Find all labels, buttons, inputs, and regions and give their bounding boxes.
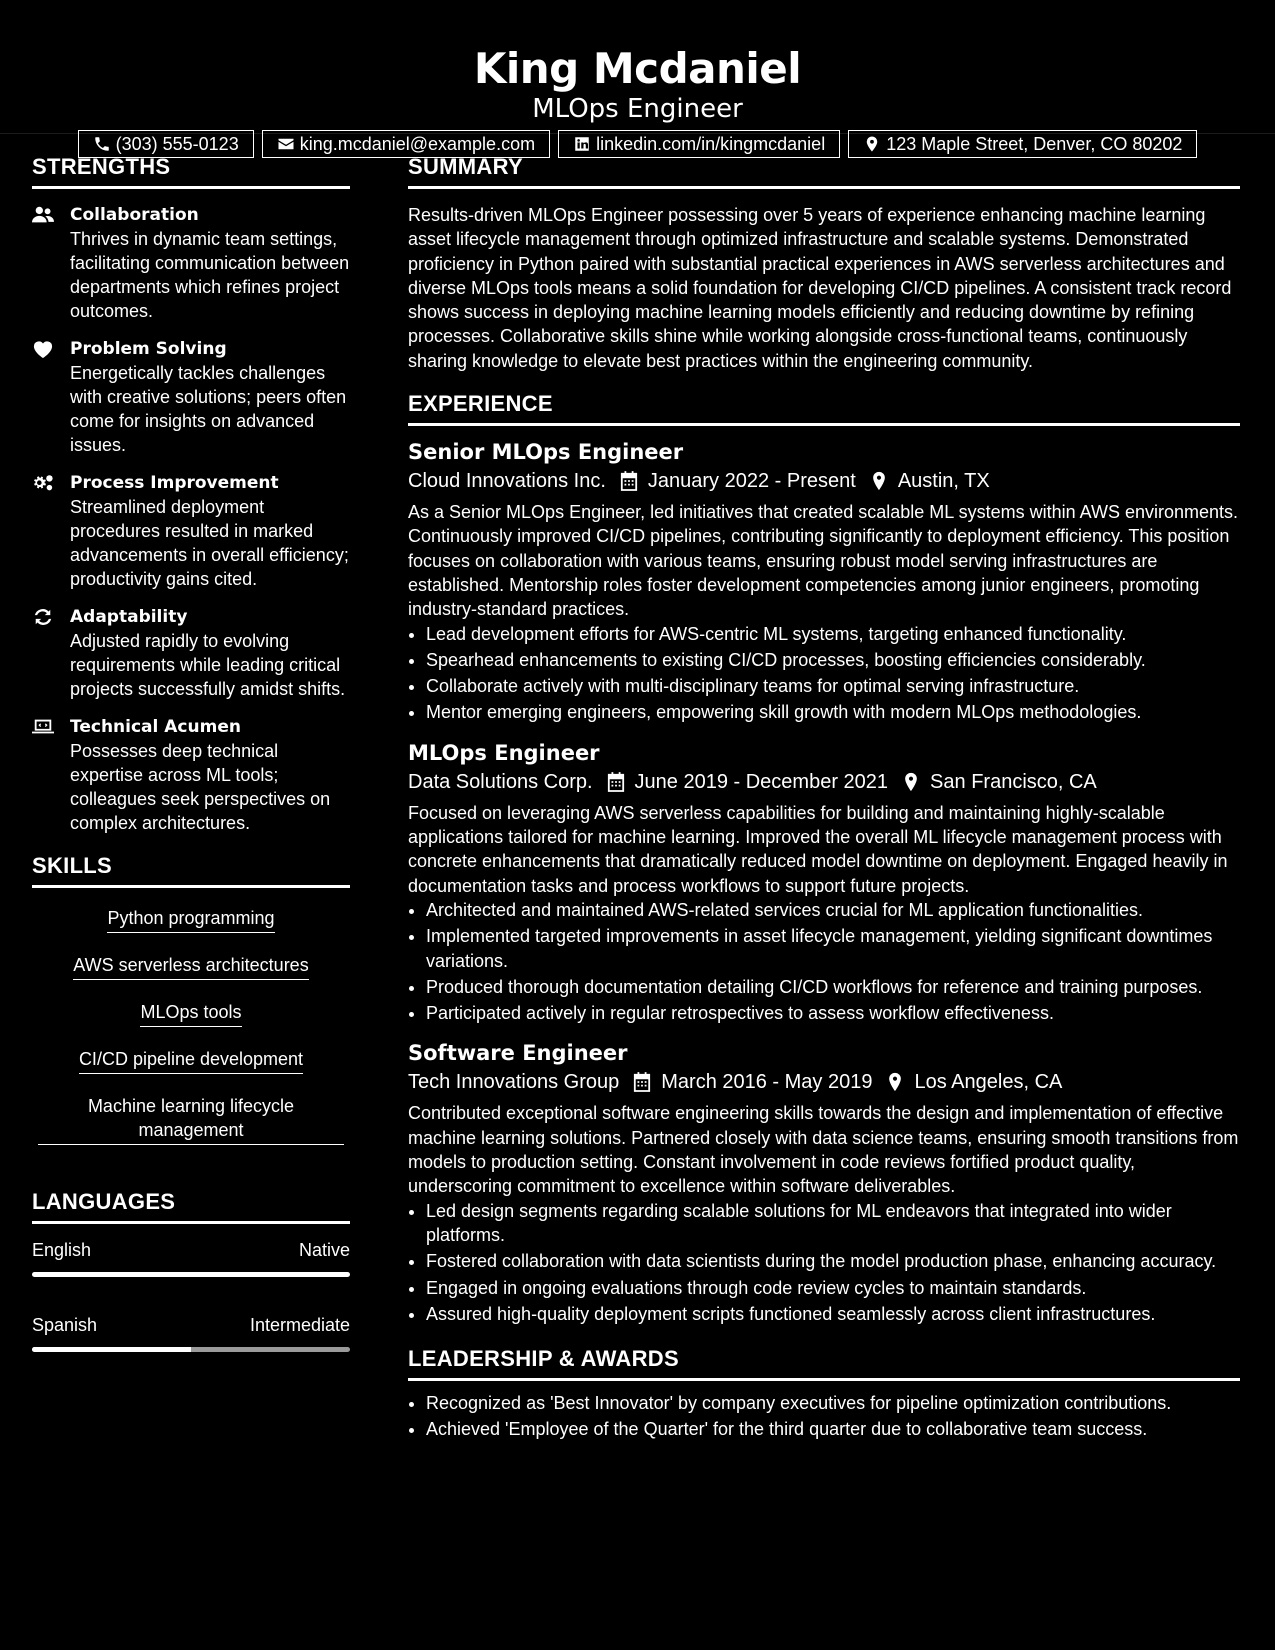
strength-desc: Energetically tackles challenges with creative solutions; peers often come for insights on advanced issues.: [70, 363, 347, 455]
job-bullet: • Assured high-quality deployment scripts functioned seamlessly across client infrastructures.: [426, 1302, 1240, 1326]
skill-tag: Machine learning lifecycle management: [38, 1094, 344, 1145]
award-item: • Achieved 'Employee of the Quarter' for the third quarter due to collaborative team success.: [426, 1417, 1240, 1441]
strength-item: [32, 337, 350, 457]
job-bullets: [408, 898, 1240, 1025]
language-name: English: [32, 1240, 92, 1260]
map-pin-icon: [902, 772, 920, 792]
phone-icon: [93, 135, 111, 153]
job-bullet: • Engaged in ongoing evaluations through code review cycles to maintain standards.: [426, 1276, 1240, 1300]
laptop-code-icon: [32, 717, 54, 737]
job-title: Senior MLOps Engineer: [408, 440, 684, 465]
heart-icon: [32, 339, 54, 359]
strength-title: Problem Solving: [70, 339, 227, 359]
skill-tag: Python programming: [107, 906, 274, 933]
map-pin-icon: [870, 471, 888, 491]
strength-item: [32, 203, 350, 323]
map-pin-icon: [863, 135, 881, 153]
map-pin-icon: [886, 1072, 904, 1092]
job-location: San Francisco, CA: [930, 770, 1097, 793]
job-bullets: [408, 622, 1240, 725]
job-description: As a Senior MLOps Engineer, led initiatives that created scalable ML systems within AWS environments. Continuously improved CI/CD pipelines, contributing significantly to deployment efficiency. This position focuses on collaboration with various teams, ensuring robust model serving infrastructures are established. Mentorship roles foster development competencies among junior engineers, promoting industry-standard practices.: [408, 502, 1239, 620]
awards-list: [408, 1391, 1240, 1442]
job-bullet: • Lead development efforts for AWS-centric ML systems, targeting enhanced functionality.: [426, 622, 1240, 646]
languages-heading: LANGUAGES: [32, 1189, 350, 1224]
envelope-icon: [277, 135, 295, 153]
skills-list: [32, 900, 350, 1145]
job-bullet: • Spearhead enhancements to existing CI/CD processes, boosting efficiencies considerably.: [426, 648, 1240, 672]
summary-text: Results-driven MLOps Engineer possessing over 5 years of experience enhancing machine learning asset lifecycle management through optimized infrastructure and scalable systems. Demonstrated proficiency in Python paired with substantial practical experiences in AWS serverless architectures and diverse MLOps tools means a solid foundation for developing CI/CD pipelines. A consistent track record shows success in deploying machine learning models efficiently and reducing downtime by refining processes. Collaborative skills shine while working alongside cross-functional teams, continuously sharing knowledge to elevate best practices within the engineering community.: [408, 205, 1232, 371]
job-bullets: [408, 1199, 1240, 1326]
job-meta: [408, 466, 1240, 496]
candidate-role: MLOps Engineer: [532, 94, 743, 124]
job-bullet: • Fostered collaboration with data scientists during the model production phase, enhancing accuracy.: [426, 1249, 1240, 1273]
award-item: • Recognized as 'Best Innovator' by company executives for pipeline optimization contributions.: [426, 1391, 1240, 1415]
language-proficiency-fill: [32, 1347, 191, 1352]
strength-item: [32, 715, 350, 835]
resume-header: [0, 0, 1275, 154]
job-meta: [408, 767, 1240, 797]
strength-desc: Streamlined deployment procedures resulted in marked advancements in overall efficiency; productivity gains cited.: [70, 497, 349, 589]
job-title: MLOps Engineer: [408, 740, 600, 765]
linkedin-icon: [573, 135, 591, 153]
job-company: Cloud Innovations Inc.: [408, 470, 606, 493]
job-bullet: • Produced thorough documentation detailing CI/CD workflows for reference and training purposes.: [426, 975, 1240, 999]
users-icon: [32, 205, 54, 225]
candidate-name: King Mcdaniel: [473, 44, 802, 93]
job-bullet: • Architected and maintained AWS-related services crucial for ML application functionalities.: [426, 898, 1240, 922]
summary-heading: SUMMARY: [408, 154, 1240, 189]
job-dates: March 2016 - May 2019: [661, 1071, 873, 1094]
strength-desc: Thrives in dynamic team settings, facilitating communication between departments which refines project outcomes.: [70, 229, 350, 321]
skill-tag: MLOps tools: [140, 1000, 241, 1027]
calendar-icon: [607, 772, 625, 792]
job-location: Austin, TX: [897, 470, 990, 493]
awards-heading: LEADERSHIP & AWARDS: [408, 1346, 1240, 1381]
language-level: Intermediate: [249, 1315, 350, 1335]
job-company: Data Solutions Corp.: [408, 770, 593, 793]
strength-desc: Possesses deep technical expertise across ML tools; colleagues seek perspectives on complex architectures.: [70, 741, 331, 833]
language-proficiency-bar: [32, 1347, 350, 1352]
skill-tag: CI/CD pipeline development: [79, 1047, 303, 1074]
job-dates: January 2022 - Present: [647, 470, 856, 493]
contact-address-text: 123 Maple Street, Denver, CO 80202: [886, 133, 1183, 154]
strength-title: Collaboration: [70, 205, 199, 225]
job-title: Software Engineer: [408, 1041, 628, 1066]
job-meta: [408, 1067, 1240, 1097]
job-dates: June 2019 - December 2021: [634, 770, 889, 793]
job-description: Contributed exceptional software engineering skills towards the design and implementation of effective machine learning solutions. Partnered closely with data science teams, ensuring smooth transitions from models to production setting. Constant involvement in code reviews fortified product quality, underscoring commitment to excellence within software deliverables.: [408, 1103, 1239, 1197]
language-proficiency-bar: [32, 1272, 350, 1277]
strength-title: Technical Acumen: [70, 717, 241, 737]
contact-email-text: king.mcdaniel@example.com: [299, 133, 536, 154]
contact-phone-text: (303) 555-0123: [115, 133, 239, 154]
language-item: [32, 1238, 350, 1277]
skills-heading: SKILLS: [32, 853, 350, 888]
gears-icon: [32, 473, 54, 493]
job-entry: [408, 739, 1240, 1026]
job-bullet: • Participated actively in regular retrospectives to assess workflow effectiveness.: [426, 1001, 1240, 1025]
language-name: Spanish: [32, 1315, 98, 1335]
strength-title: Adaptability: [70, 607, 188, 627]
job-location: Los Angeles, CA: [914, 1071, 1063, 1094]
skill-tag: AWS serverless architectures: [73, 953, 308, 980]
strength-title: Process Improvement: [70, 473, 279, 493]
calendar-icon: [620, 471, 638, 491]
language-proficiency-fill: [32, 1272, 350, 1277]
job-bullet: • Implemented targeted improvements in asset lifecycle management, yielding significant downtimes variations.: [426, 924, 1240, 973]
language-item: [32, 1313, 350, 1352]
job-entry: [408, 438, 1240, 725]
calendar-icon: [633, 1072, 651, 1092]
strength-desc: Adjusted rapidly to evolving requirements while leading critical projects successfully amidst shifts.: [70, 631, 346, 699]
experience-heading: EXPERIENCE: [408, 391, 1240, 426]
job-entry: [408, 1039, 1240, 1326]
job-bullet: • Led design segments regarding scalable solutions for ML endeavors that integrated into wider platforms.: [426, 1199, 1240, 1248]
strengths-heading: STRENGTHS: [32, 154, 350, 189]
strength-item: [32, 605, 350, 701]
job-bullet: • Collaborate actively with multi-disciplinary teams for optimal serving infrastructure.: [426, 674, 1240, 698]
right-column: [408, 154, 1240, 1458]
job-bullet: • Mentor emerging engineers, empowering skill growth with modern MLOps methodologies.: [426, 700, 1240, 724]
job-description: Focused on leveraging AWS serverless capabilities for building and maintaining highly-scalable applications tailored for machine learning. Improved the overall ML lifecycle management process with concrete enhancements that dramatically reduced model downtime on deployment. Engaged heavily in documentation tasks and process workflows to support future projects.: [408, 802, 1228, 896]
left-column: [32, 154, 350, 1388]
job-company: Tech Innovations Group: [408, 1071, 620, 1094]
strength-item: [32, 471, 350, 591]
refresh-icon: [32, 607, 54, 627]
language-level: Native: [298, 1240, 350, 1260]
contact-linkedin-text: linkedin.com/in/kingmcdaniel: [596, 133, 826, 154]
